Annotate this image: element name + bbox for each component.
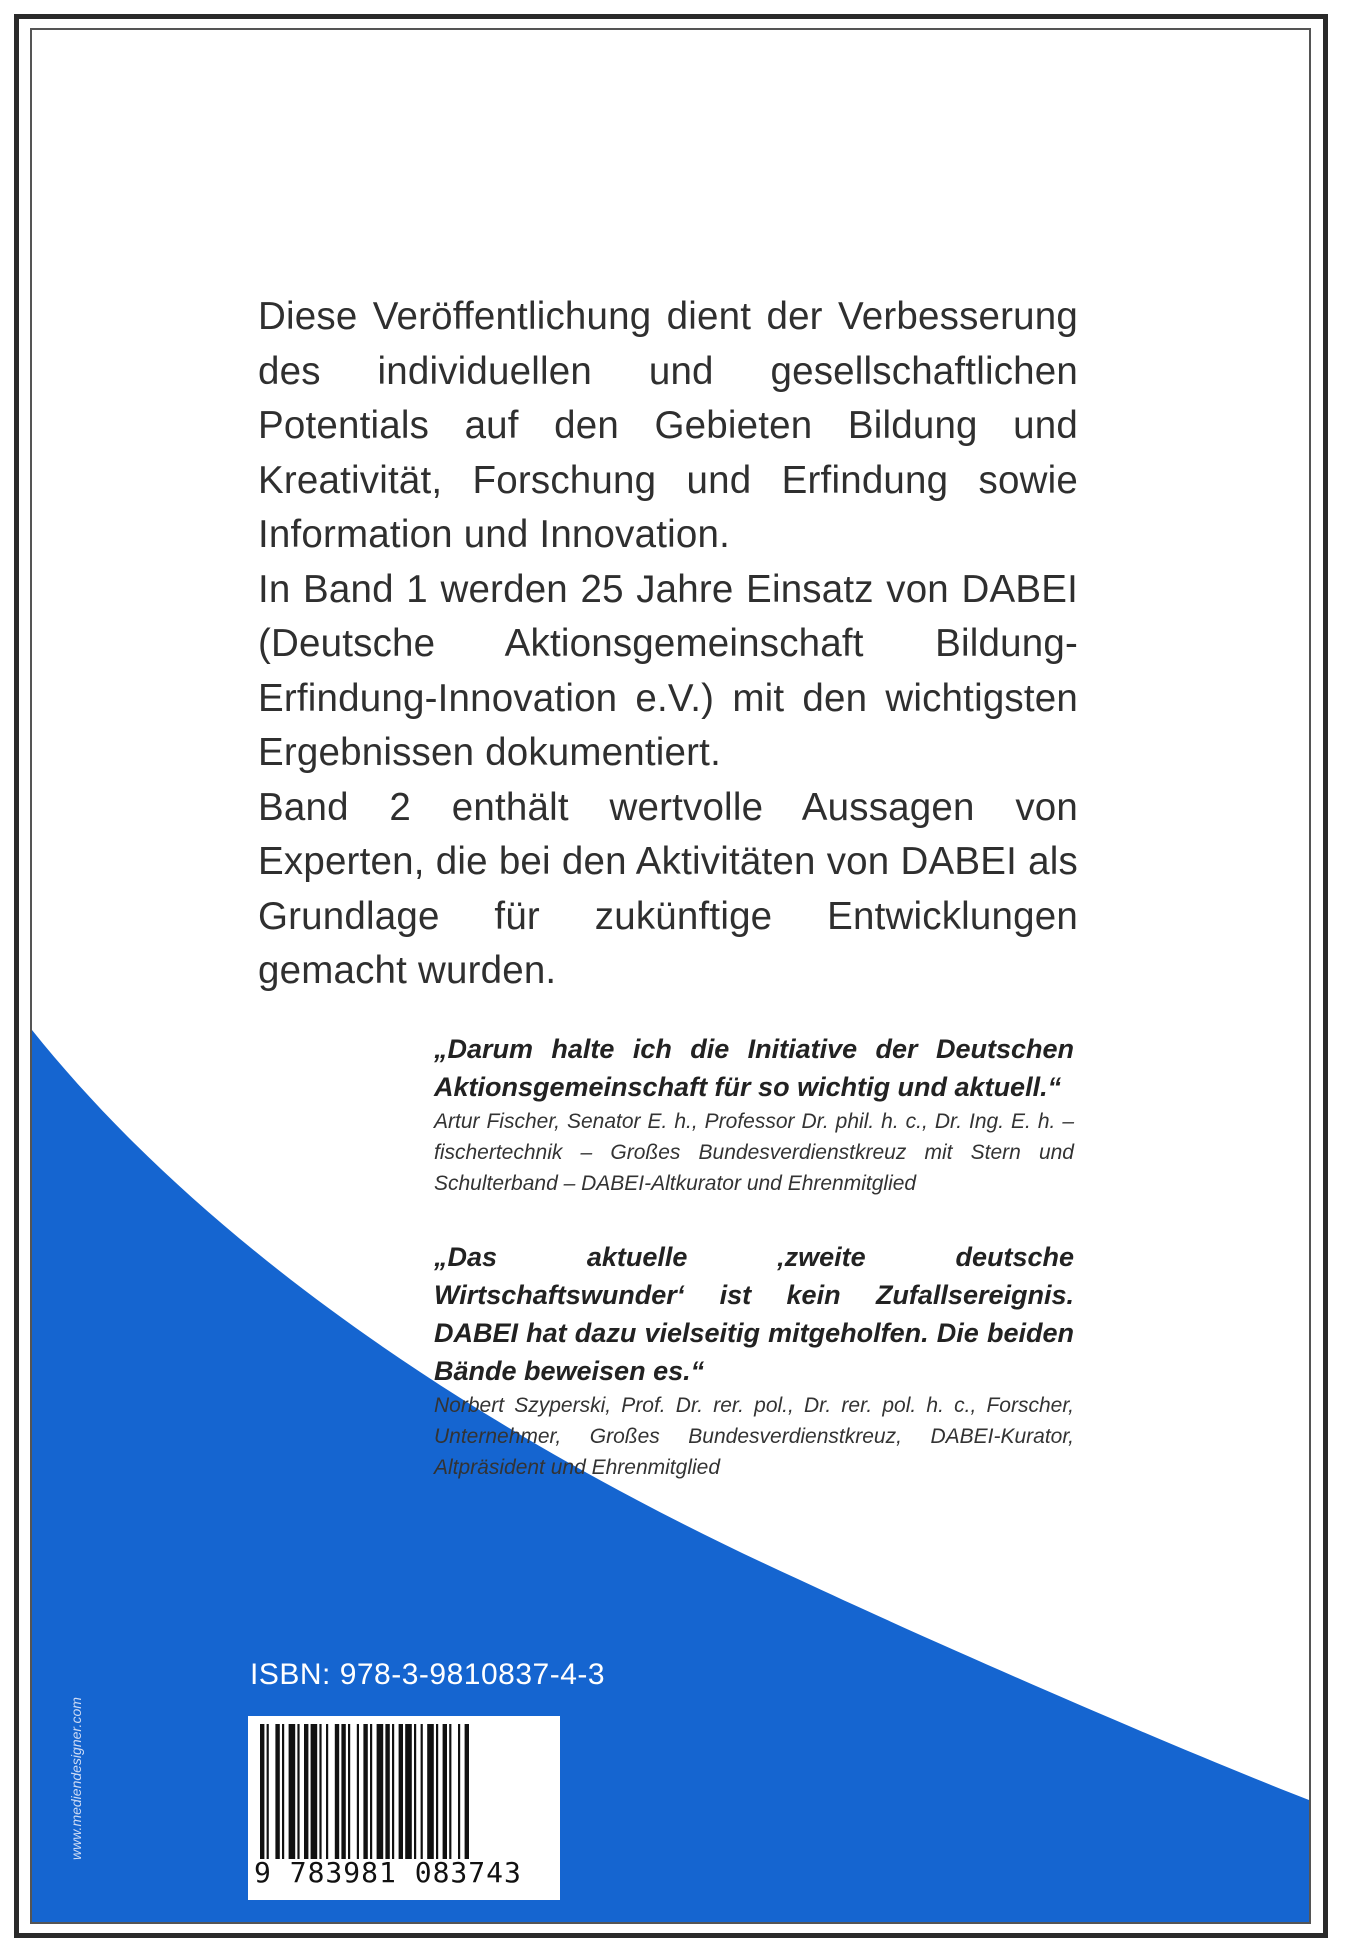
barcode-bar <box>363 1724 367 1859</box>
barcode-bar <box>399 1724 403 1859</box>
barcode-bar <box>458 1724 460 1859</box>
isbn-label: ISBN: 978-3-9810837-4-3 <box>250 1658 606 1691</box>
barcode-bar <box>297 1724 299 1859</box>
barcode-bars <box>258 1724 550 1859</box>
barcode-bar <box>275 1724 279 1859</box>
barcode-bar <box>392 1724 394 1859</box>
barcode-bar <box>326 1724 328 1859</box>
barcode-bar <box>405 1724 412 1859</box>
barcode-bar <box>443 1724 447 1859</box>
barcode-bar <box>289 1724 296 1859</box>
barcode-bar <box>282 1724 284 1859</box>
blurb-paragraph-1: Diese Veröffentlichung dient der Verbesserung des individuellen und gesellschaftlichen Potentials auf den Gebieten Bildung und Kreativität, Forschung und Erfindung sowie Information und Innovation. <box>258 295 1078 556</box>
barcode-bar <box>267 1724 269 1859</box>
quote-author: Norbert Szyperski, Prof. Dr. rer. pol., Dr. rer. pol. h. c., Forscher, Unternehmer, Großes Bundesverdienstkreuz, DABEI-Kurator, Altpräsident und Ehrenmitglied <box>434 1394 1074 1479</box>
barcode-bar <box>304 1724 308 1859</box>
quote-fischer <box>434 1030 1074 1199</box>
barcode-bar <box>421 1724 423 1859</box>
barcode-bar <box>385 1724 389 1859</box>
barcode-bar <box>465 1724 469 1859</box>
quote-author: Artur Fischer, Senator E. h., Professor Dr. phil. h. c., Dr. Ing. E. h. – fischertechnik – Großes Bundesverdienstkreuz mit Stern und Schulterband – DABEI-Altkurator und Ehrenmitglied <box>434 1110 1074 1195</box>
blurb-text <box>258 290 1078 999</box>
barcode-bar <box>357 1724 359 1859</box>
quote-szyperski <box>434 1238 1074 1483</box>
barcode-bar <box>370 1724 372 1859</box>
designer-credit: www.mediendesigner.com <box>68 1697 84 1860</box>
barcode-bar <box>319 1724 321 1859</box>
blurb-paragraph-3: Band 2 enthält wertvolle Aussagen von Experten, die bei den Aktivitäten von DABEI als Grundlage für zukünftige Entwicklungen gemacht wurden. <box>258 785 1078 992</box>
barcode-bar <box>436 1724 438 1859</box>
barcode-bar <box>341 1724 345 1859</box>
quote-text: „Darum halte ich die Initiative der Deutschen Aktionsgemeinschaft für so wichtig und aktuell.“ <box>434 1034 1074 1102</box>
barcode-digits: 9 783981 083743 <box>254 1856 522 1889</box>
quote-text: „Das aktuelle ‚zweite deutsche Wirtschaftswunder‘ ist kein Zufallsereignis. DABEI hat dazu vielseitig mitgeholfen. Die beiden Bände beweisen es.“ <box>434 1242 1074 1386</box>
barcode-bar <box>348 1724 350 1859</box>
barcode-bar <box>414 1724 416 1859</box>
blurb-paragraph-2: In Band 1 werden 25 Jahre Einsatz von DABEI (Deutsche Aktionsgemeinschaft Bildung-Erfindung-Innovation e.V.) mit den wichtigsten Ergebnissen dokumentiert. <box>258 567 1078 774</box>
barcode-bar <box>335 1724 339 1859</box>
barcode-bar <box>260 1724 264 1859</box>
isbn-barcode <box>248 1716 560 1900</box>
barcode-bar <box>311 1724 318 1859</box>
barcode-bar <box>427 1724 434 1859</box>
barcode-bar <box>449 1724 451 1859</box>
barcode-bar <box>377 1724 384 1859</box>
